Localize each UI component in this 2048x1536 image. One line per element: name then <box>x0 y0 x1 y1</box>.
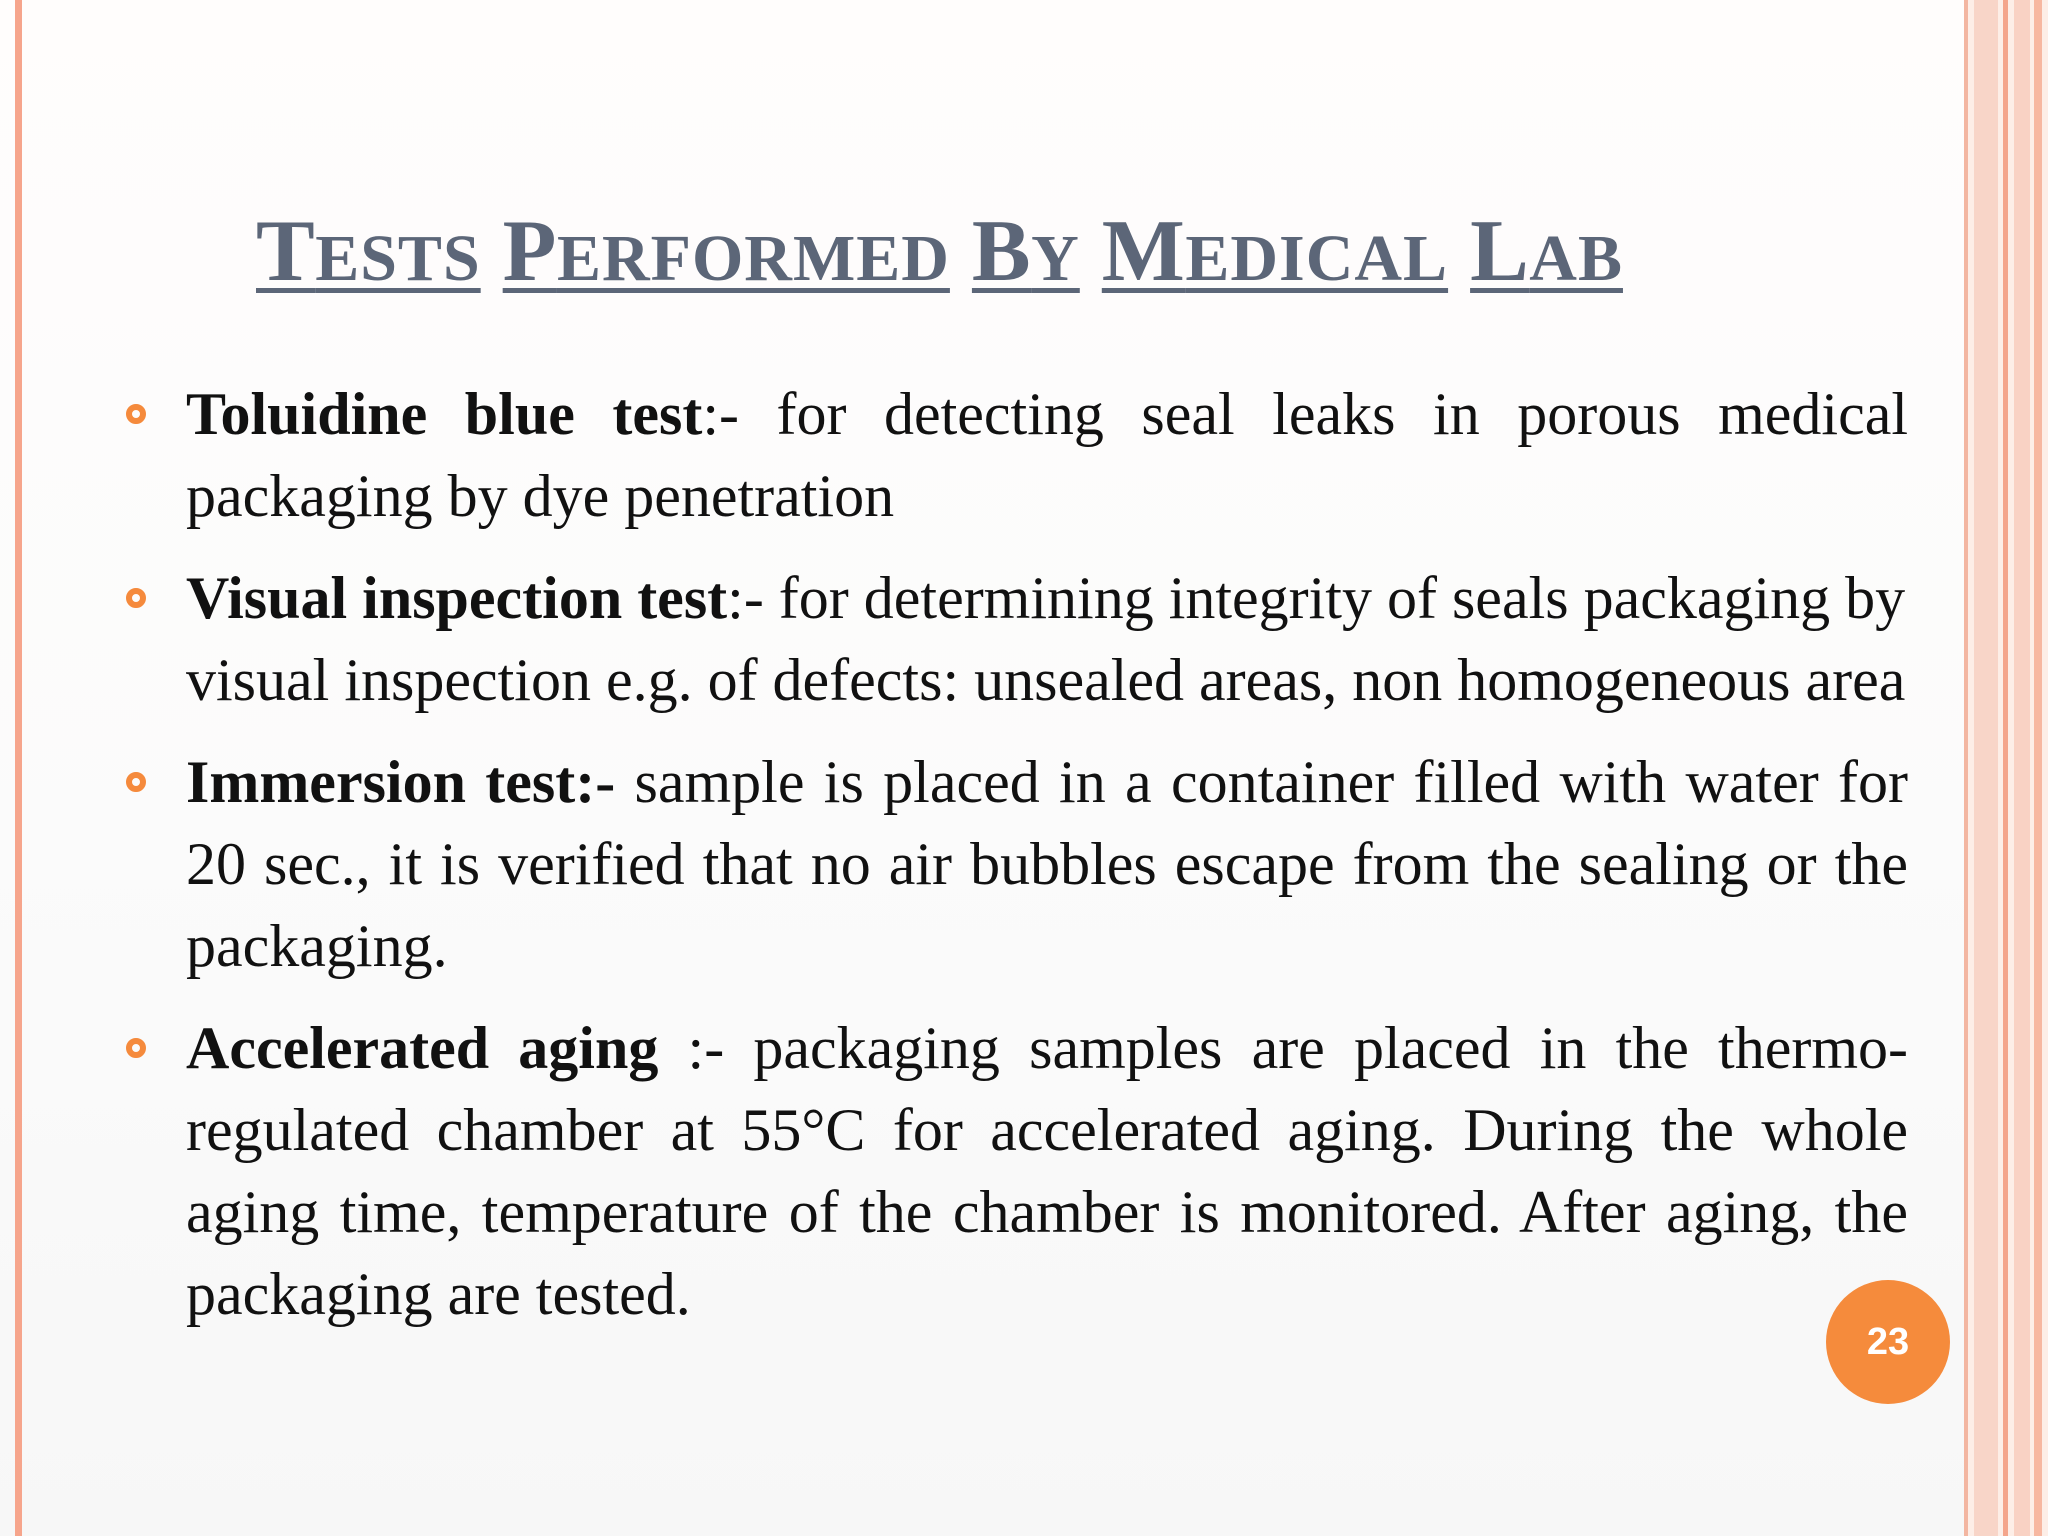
orange-ring-bullet-icon <box>126 404 146 424</box>
title-word-by <box>971 203 1080 300</box>
title-rest-medical: EDICAL <box>1185 222 1449 295</box>
bullet-item-accelerated-aging <box>126 1007 1908 1335</box>
right-decorative-stripe-3 <box>2003 0 2008 1536</box>
title-rest-by: Y <box>1031 222 1080 295</box>
title-word-lab <box>1470 203 1623 300</box>
title-initial-by: B <box>971 203 1032 300</box>
title-word-tests <box>256 203 481 300</box>
bullet-list <box>126 373 1908 1335</box>
right-decorative-stripe-4 <box>2014 0 2030 1536</box>
title-initial-tests: T <box>256 203 316 300</box>
orange-ring-bullet-icon <box>126 588 146 608</box>
slide-page-number-badge <box>1826 1280 1950 1404</box>
bullet-item-toluidine-blue-test <box>126 373 1908 537</box>
bullet-item-visual-inspection-test <box>126 557 1908 721</box>
bullet-description: :- packaging samples are placed in the thermo-regulated chamber at 55°C for accelerated aging. During the whole aging time, temperature of the chamber is monitored. After aging, the packaging are tested. <box>186 1015 1908 1327</box>
right-decorative-stripe-5 <box>2034 0 2042 1536</box>
title-word-performed <box>502 203 950 300</box>
orange-ring-bullet-icon <box>126 1038 146 1058</box>
bullet-term: Accelerated aging <box>186 1015 659 1081</box>
left-decorative-rule <box>15 0 22 1536</box>
bullet-term: Visual inspection test <box>186 565 728 631</box>
orange-ring-bullet-icon <box>126 772 146 792</box>
title-initial-lab: L <box>1470 203 1530 300</box>
bullet-description: sample is placed in a container filled with water for 20 sec., it is verified that no air bubbles escape from the sealing or the packaging. <box>186 749 1908 979</box>
title-word-medical <box>1101 203 1449 300</box>
right-decorative-stripe-1 <box>1964 0 1968 1536</box>
right-decorative-stripe-2 <box>1974 0 1998 1536</box>
slide-title <box>256 203 1716 300</box>
title-initial-performed: P <box>502 203 557 300</box>
title-initial-medical: M <box>1101 203 1186 300</box>
slide-page-number: 23 <box>1866 1321 1910 1363</box>
bullet-item-immersion-test <box>126 741 1908 987</box>
bullet-description: :- for determining integrity of seals packaging by visual inspection e.g. of defects: unsealed areas, non homogeneous area <box>186 565 1906 713</box>
slide-title-container <box>256 203 1716 318</box>
title-rest-performed: ERFORMED <box>556 222 950 295</box>
title-rest-lab: AB <box>1529 222 1623 295</box>
bullet-description: :- for detecting seal leaks in porous medical packaging by dye penetration <box>186 381 1908 529</box>
bullet-term: Immersion test:- <box>186 749 616 815</box>
title-rest-tests: ESTS <box>315 222 481 295</box>
bullet-term: Toluidine blue test <box>186 381 703 447</box>
